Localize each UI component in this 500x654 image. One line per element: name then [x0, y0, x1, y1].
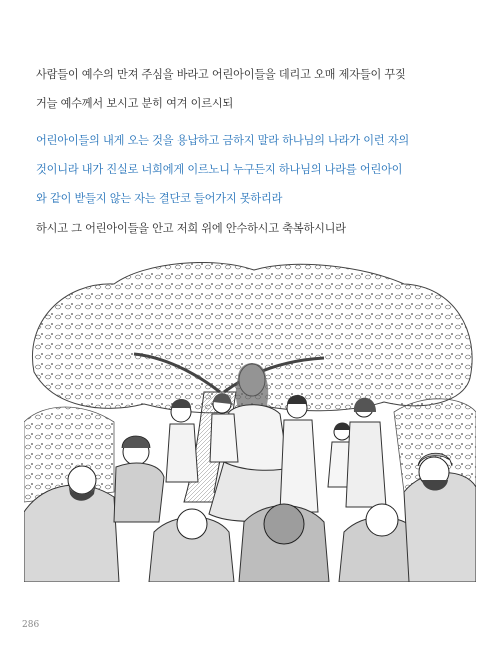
text-line: 사람들이 예수의 만져 주심을 바라고 어린아이들을 데리고 오매 제자들이 꾸짖	[36, 68, 406, 81]
quote-line: 어린아이들의 내게 오는 것을 용납하고 금하지 말라 하나님의 나라가 이런 자의	[36, 134, 409, 147]
narration-paragraph-1	[36, 60, 476, 118]
text-line: 거늘 예수께서 보시고 분히 여겨 이르시되	[36, 97, 234, 110]
quote-line: 것이니라 내가 진실로 너희에게 이르노니 누구든지 하나님의 나라를 어린아이	[36, 163, 403, 176]
jesus-blessing-children-illustration	[24, 262, 476, 582]
woman-right	[346, 398, 386, 507]
girl-right	[280, 395, 318, 512]
narration-paragraph-2	[36, 214, 476, 243]
page-number: 286	[22, 620, 40, 630]
quote-line: 와 같이 받들지 않는 자는 결단코 들어가지 못하리라	[36, 192, 283, 205]
text-line: 하시고 그 어린아이들을 안고 저희 위에 안수하시고 축복하시니라	[36, 222, 346, 235]
jesus-quote-paragraph	[36, 126, 476, 213]
